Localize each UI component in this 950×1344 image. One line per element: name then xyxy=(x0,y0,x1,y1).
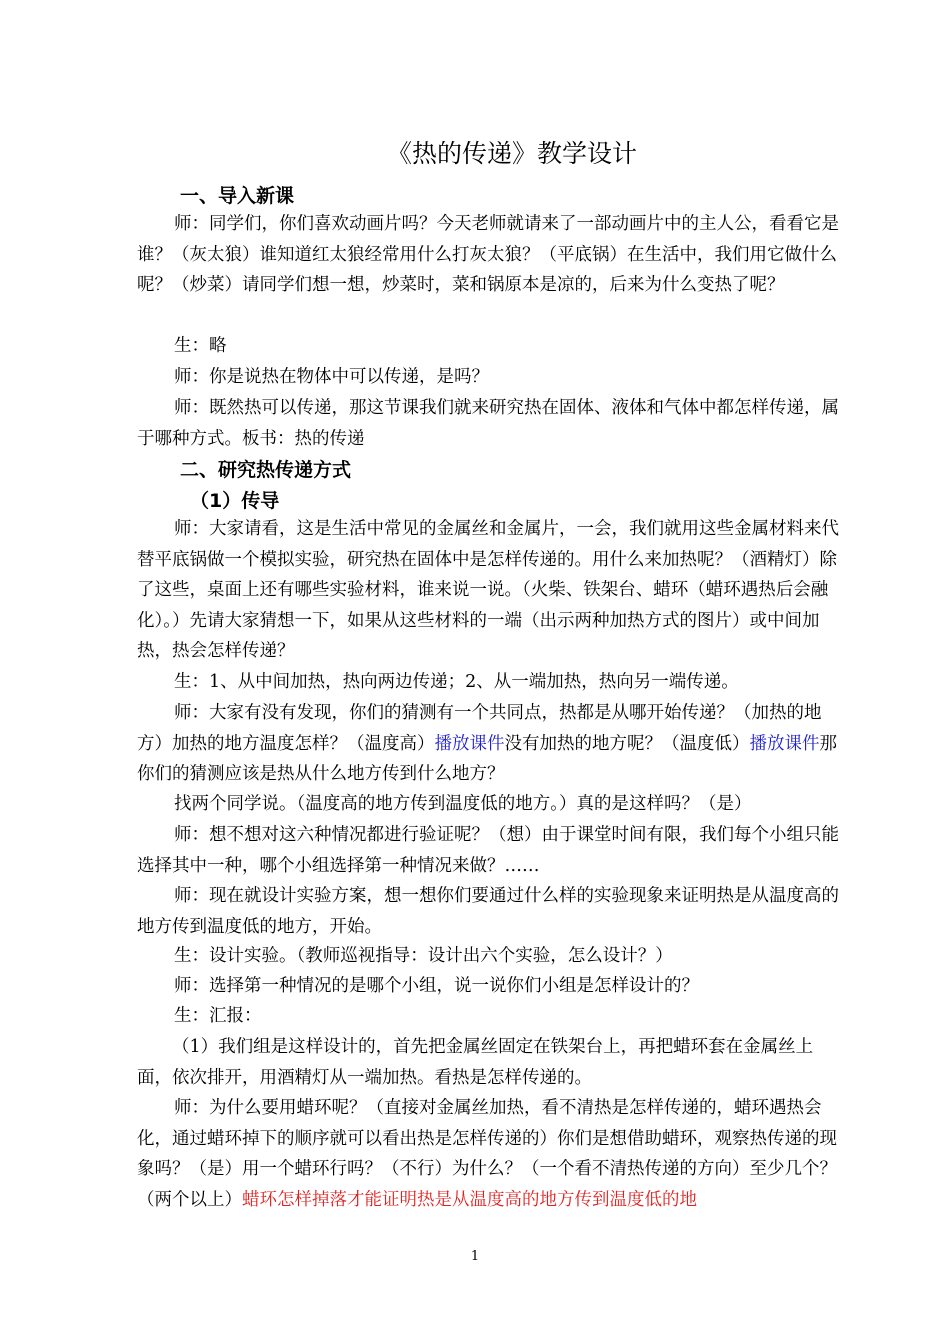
page-title: 《热的传递》教学设计 xyxy=(386,139,637,168)
section-heading-research: 二、研究热传递方式 xyxy=(180,459,352,481)
paragraph-7-text-e: 那你们的猜测应该是热从什么地方传到什么地方？ xyxy=(137,733,837,785)
paragraph-7-text-a: 师：大家有没有发现，你们的猜测有一个共同点，热都是从哪开始传递？（加热的地方）加热的地方温度怎样？（温度高） xyxy=(137,703,822,754)
play-courseware-link-1: 播放课件 xyxy=(434,733,505,754)
paragraph-15 xyxy=(137,1093,839,1215)
paragraph-13: 生：汇报： xyxy=(174,1006,262,1026)
page-number: 1 xyxy=(470,1249,480,1264)
paragraph-4: 师：既然热可以传递，那这节课我们就来研究热在固体、液体和气体中都怎样传递，属于哪种方式。板书：热的传递 xyxy=(137,398,839,449)
paragraph-11: 生：设计实验。（教师巡视指导：设计出六个实验，怎么设计？） xyxy=(174,946,673,966)
paragraph-9: 师：想不想对这六种情况都进行验证呢？（想）由于课堂时间有限，我们每个小组只能选择其中一种，哪个小组选择第一种情况来做？…… xyxy=(137,825,839,876)
subsection-heading-conduction: （1）传导 xyxy=(190,490,280,512)
paragraph-5: 师：大家请看，这是生活中常见的金属丝和金属片，一会，我们就用这些金属材料来代替平底锅做一个模拟实验，研究热在固体中是怎样传递的。用什么来加热呢？（酒精灯）除了这些，桌面上还有哪些实验材料，谁来说一说。（火柴、铁架台、蜡环（蜡环遇热后会融化）。）先请大家猜想一下，如果从这些材料的一端（出示两种加热方式的图片）或中间加热，热会怎样传递？ xyxy=(137,519,839,662)
paragraph-15-text-a: 师：为什么要用蜡环呢？（直接对金属丝加热，看不清热是怎样传递的，蜡环遇热会化，通过蜡环掉下的顺序就可以看出热是怎样传递的）你们是想借助蜡环，观察热传递的现象吗？（是）用一个蜡环行吗？（不行）为什么？（一个看不清热传递的方向）至少几个？（两个以上） xyxy=(137,1098,837,1210)
paragraph-1: 师：同学们，你们喜欢动画片吗？今天老师就请来了一部动画片中的主人公，看看它是谁？（灰太狼）谁知道红太狼经常用什么打灰太狼？（平底锅）在生活中，我们用它做什么呢？（炒菜）请同学们想一想，炒菜时，菜和锅原本是凉的，后来为什么变热了呢？ xyxy=(137,214,839,296)
paragraph-6: 生：1、从中间加热，热向两边传递；2、从一端加热，热向另一端传递。 xyxy=(174,672,739,692)
paragraph-8: 找两个同学说。（温度高的地方传到温度低的地方。）真的是这样吗？（是） xyxy=(174,794,752,814)
paragraph-2: 生：略 xyxy=(174,336,227,356)
paragraph-10: 师：现在就设计实验方案，想一想你们要通过什么样的实验现象来证明热是从温度高的地方传到温度低的地方，开始。 xyxy=(137,886,839,937)
section-heading-intro: 一、导入新课 xyxy=(180,185,295,207)
paragraph-7 xyxy=(137,698,839,790)
paragraph-3: 师：你是说热在物体中可以传递，是吗？ xyxy=(174,367,489,387)
paragraph-12: 师：选择第一种情况的是哪个小组，说一说你们小组是怎样设计的？ xyxy=(174,976,699,996)
paragraph-7-text-c: 没有加热的地方呢？（温度低） xyxy=(504,733,750,754)
play-courseware-link-2: 播放课件 xyxy=(749,733,820,754)
paragraph-15-highlight: 蜡环怎样掉落才能证明热是从温度高的地方传到温度低的地 xyxy=(242,1189,697,1210)
paragraph-14: （1）我们组是这样设计的，首先把金属丝固定在铁架台上，再把蜡环套在金属丝上面，依次排开，用酒精灯从一端加热。看热是怎样传递的。 xyxy=(137,1037,814,1088)
